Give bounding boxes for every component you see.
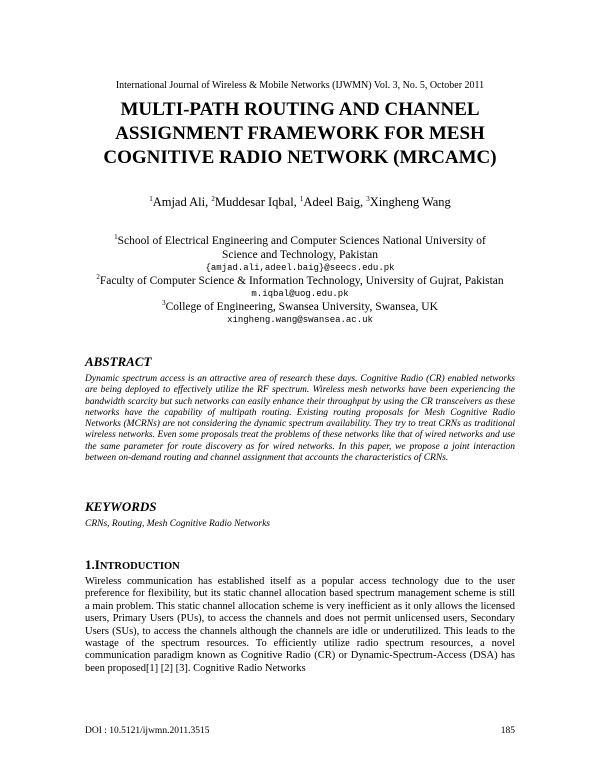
title-line: MULTI-PATH ROUTING AND CHANNEL — [120, 99, 480, 120]
paper-title — [30, 98, 570, 170]
author-list — [0, 194, 600, 210]
page-number: 185 — [500, 726, 515, 736]
section-number: 1. — [85, 557, 95, 572]
introduction-body: Wireless communication has established itself as a popular access technology due to the user preference for flexibility, but its static channel allocation based spectrum management scheme is still a main problem. This static channel allocation scheme is very inefficient as it only allows the licensed users, Primary Users (PUs), to access the channels and does not permit unlicensed users, Secondary Users (SUs), to access the channels although the channels are idle or underutilized. This leads to the wastage of the spectrum resources. To efficiently utilize radio spectrum resources, a novel communication paradigm known as Cognitive Radio (CR) or Dynamic-Spectrum-Access (DSA) has been proposed[1] [2] [3]. Cognitive Radio Networks — [85, 576, 515, 674]
author-name: Amjad Ali, — [152, 195, 212, 209]
author-affil-sup: 3 — [366, 194, 370, 203]
journal-header: International Journal of Wireless & Mobile Networks (IJWMN) Vol. 3, No. 5, October 2011 — [115, 80, 485, 91]
affil-name: School of Electrical Engineering and Computer Sciences National University of Science and Technology, Pakistan — [117, 235, 486, 261]
author-affil-sup: 2 — [211, 194, 215, 203]
keywords-heading: KEYWORDS — [85, 499, 157, 514]
affiliation-2 — [95, 274, 505, 288]
affil-sup: 2 — [96, 273, 100, 282]
doi-footer: DOI : 10.5121/ijwmn.2011.3515 — [85, 726, 210, 736]
affil-name: Faculty of Computer Science & Information Technology, University of Gujrat, Pakistan — [99, 275, 504, 287]
author-affil-sup: 1 — [149, 194, 153, 203]
author-name: Muddesar Iqbal, — [214, 195, 300, 209]
affil-email: {amjad.ali,adeel.baig}@seecs.edu.pk — [205, 263, 395, 273]
author-affil-sup: 1 — [299, 194, 304, 203]
heading-rest: NTRODUCTION — [99, 561, 180, 572]
title-line: ASSIGNMENT FRAMEWORK FOR MESH — [115, 123, 485, 144]
abstract-heading: ABSTRACT — [85, 354, 152, 369]
author-name: Xingheng Wang — [369, 195, 451, 209]
affiliation-1 — [95, 234, 505, 262]
affiliation-3 — [95, 300, 505, 314]
title-line: COGNITIVE RADIO NETWORK (MRCAMC) — [103, 147, 497, 168]
heading-initial: I — [94, 557, 100, 572]
affil-email: m.iqbal@uog.edu.pk — [251, 289, 349, 299]
affil-email: xingheng.wang@swansea.ac.uk — [227, 315, 373, 325]
affil-name: College of Engineering, Swansea University, Swansea, UK — [165, 301, 438, 313]
abstract-body: Dynamic spectrum access is an attractive area of research these days. Cognitive Radio (CR) enabled networks are being deployed to effectively utilize the RF spectrum. Wireless mesh networks have been experiencing the bandwidth scarcity but such networks can easily enhance their throughput by using the CR transceivers as these networks have the capability of multipath routing. Existing routing proposals for Mesh Cognitive Radio Networks (MCRNs) are not considering the dynamic spectrum availability. They try to treat CRNs as traditional wireless networks. Even some proposals treat the problems of these networks like that of wired networks and use the same parameter for route discovery as for wired networks. In this paper, we propose a joint interaction between on-demand routing and channel assignment that accounts the characteristics of CRNs. — [85, 374, 515, 464]
author-name: Adeel Baig, — [303, 195, 367, 209]
affil-sup: 1 — [114, 233, 118, 242]
affil-sup: 3 — [162, 299, 166, 308]
affiliations — [95, 234, 505, 326]
introduction-heading — [85, 557, 180, 574]
keywords-body: CRNs, Routing, Mesh Cognitive Radio Networks — [85, 519, 270, 529]
